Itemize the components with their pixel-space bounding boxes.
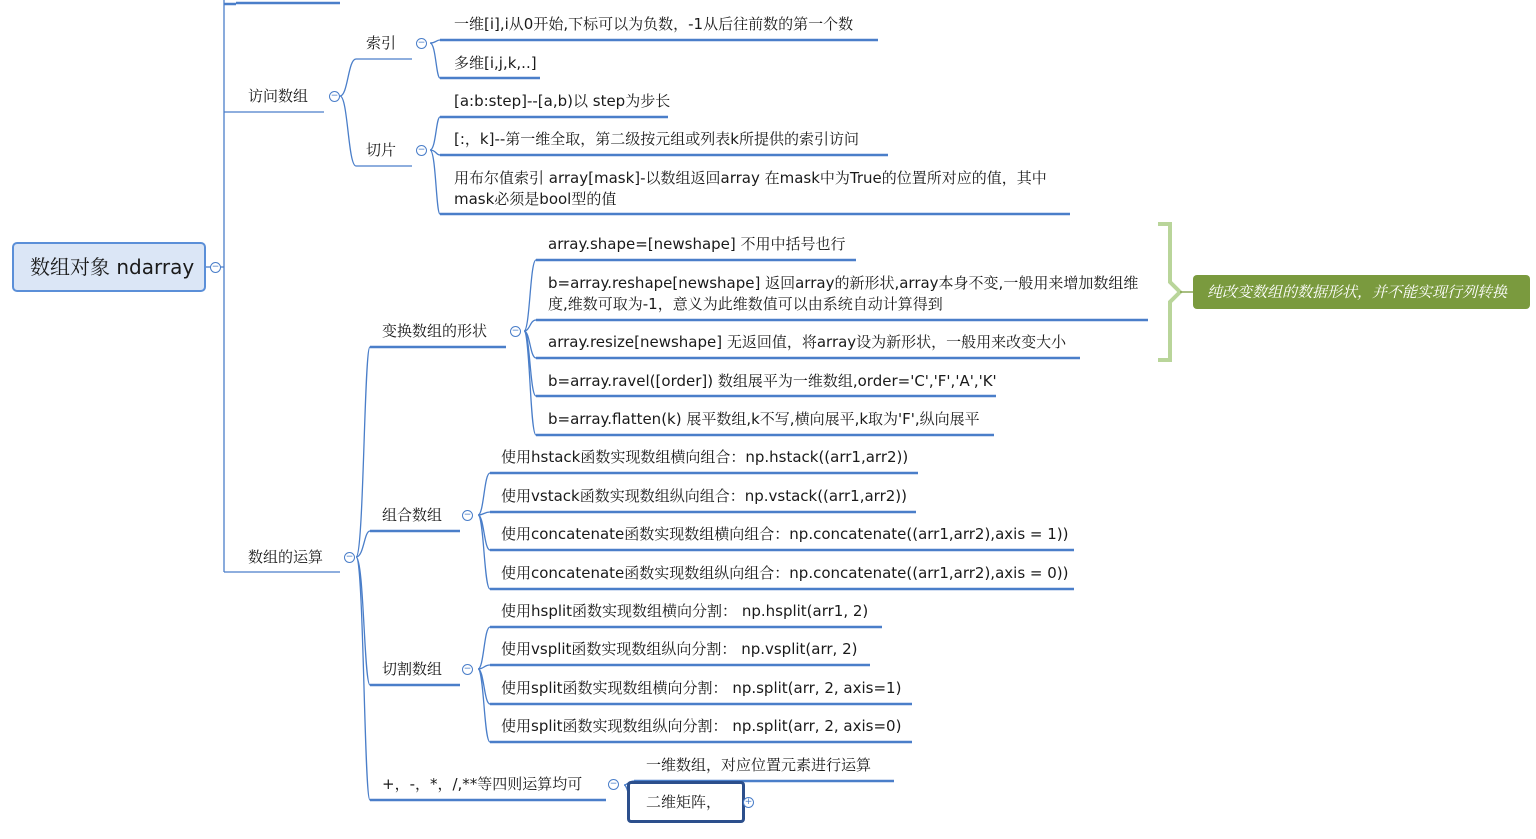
topic-arith[interactable]: +，-，*，/,**等四则运算均可 — [382, 775, 583, 793]
split-item[interactable]: 使用hsplit函数实现数组横向分割： np.hsplit(arr1, 2) — [501, 602, 869, 620]
minus-circle-icon[interactable]: − — [609, 779, 618, 789]
combine-item[interactable]: 使用concatenate函数实现数组横向组合：np.concatenate((arr1,arr2),axis = 1)) — [501, 525, 1069, 543]
split-item[interactable]: 使用split函数实现数组横向分割： np.split(arr, 2, axis=1) — [501, 679, 902, 697]
topic-reshape[interactable]: 变换数组的形状 — [382, 322, 488, 340]
minus-circle-icon[interactable]: − — [211, 262, 220, 272]
summary-bracket — [1158, 224, 1180, 360]
topic-ops[interactable]: 数组的运算 — [248, 548, 324, 566]
arith-item[interactable]: 二维矩阵， — [646, 793, 722, 811]
topic-access[interactable]: 访问数组 — [248, 87, 309, 105]
reshape-item[interactable]: b=array.reshape[newshape] 返回array的新形状,array本身不变,一般用来增加数组维度,维数可取为-1，意义为此维数值可以由系统自动计算得到 — [548, 274, 1139, 313]
minus-circle-icon[interactable]: − — [417, 38, 426, 48]
index-item[interactable]: 多维[i,j,k,..] — [454, 54, 537, 72]
summary-callout[interactable]: 纯改变数组的数据形状，并不能实现行列转换 — [1193, 275, 1530, 309]
slice-item[interactable]: [a:b:step]--[a,b)以 step为步长 — [454, 92, 671, 110]
topic-split[interactable]: 切割数组 — [382, 660, 443, 678]
minus-circle-icon[interactable]: − — [463, 510, 472, 520]
topic-index[interactable]: 索引 — [366, 34, 397, 52]
combine-item[interactable]: 使用concatenate函数实现数组纵向组合：np.concatenate((arr1,arr2),axis = 0)) — [501, 564, 1069, 582]
topic-combine[interactable]: 组合数组 — [382, 506, 443, 524]
minus-circle-icon[interactable]: − — [345, 552, 354, 562]
root-topic[interactable]: 数组对象 ndarray — [12, 242, 206, 292]
topic-slice[interactable]: 切片 — [366, 141, 397, 159]
reshape-item[interactable]: b=array.flatten(k) 展平数组,k不写,横向展平,k取为'F',纵向展平 — [548, 410, 980, 428]
combine-item[interactable]: 使用vstack函数实现数组纵向组合：np.vstack((arr1,arr2)) — [501, 487, 907, 505]
combine-item[interactable]: 使用hstack函数实现数组横向组合：np.hstack((arr1,arr2)) — [501, 448, 909, 466]
split-item[interactable]: 使用split函数实现数组纵向分割： np.split(arr, 2, axis=0) — [501, 717, 902, 735]
minus-circle-icon[interactable]: − — [330, 91, 339, 101]
split-item[interactable]: 使用vsplit函数实现数组纵向分割： np.vsplit(arr, 2) — [501, 640, 858, 658]
reshape-item[interactable]: b=array.ravel([order]) 数组展平为一维数组,order='C','F','A','K' — [548, 372, 997, 390]
plus-circle-icon[interactable]: + — [744, 797, 753, 807]
reshape-item[interactable]: array.resize[newshape] 无返回值，将array设为新形状，一般用来改变大小 — [548, 333, 1067, 351]
slice-item[interactable]: 用布尔值索引 array[mask]-以数组返回array 在mask中为True的位置所对应的值，其中mask必须是bool型的值 — [454, 169, 1047, 208]
index-item[interactable]: 一维[i],i从0开始,下标可以为负数，-1从后往前数的第一个数 — [454, 15, 854, 33]
reshape-item[interactable]: array.shape=[newshape] 不用中括号也行 — [548, 235, 846, 253]
minus-circle-icon[interactable]: − — [511, 326, 520, 336]
minus-circle-icon[interactable]: − — [463, 664, 472, 674]
arith-item[interactable]: 一维数组，对应位置元素进行运算 — [646, 756, 872, 774]
slice-item[interactable]: [:，k]--第一维全取，第二级按元组或列表k所提供的索引访问 — [454, 130, 859, 148]
minus-circle-icon[interactable]: − — [417, 145, 426, 155]
